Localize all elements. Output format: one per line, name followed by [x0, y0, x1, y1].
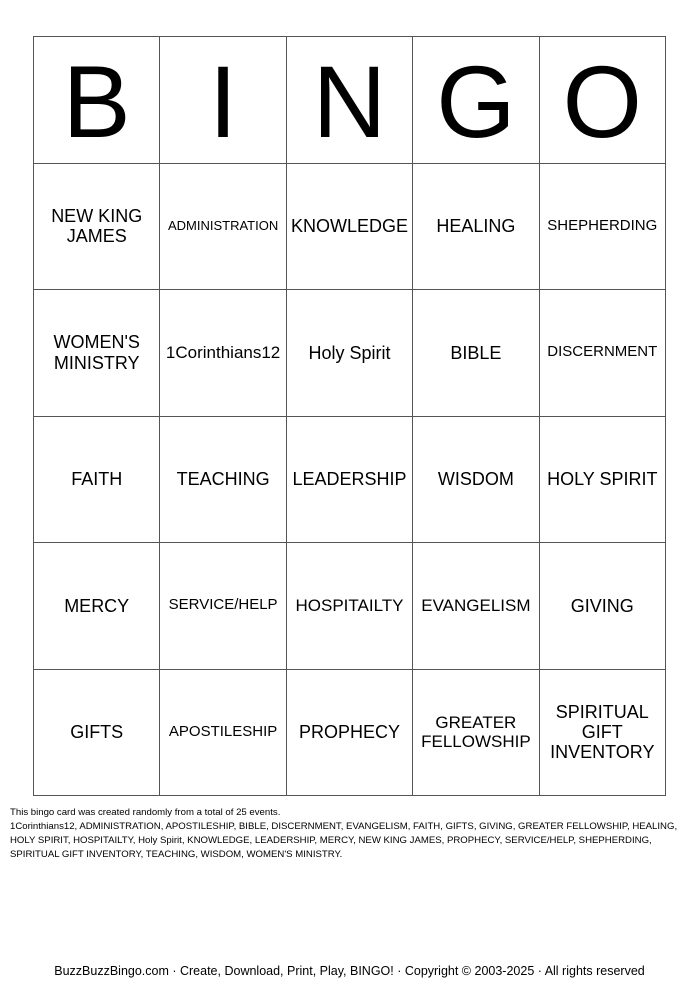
bingo-cell: MERCY: [34, 543, 160, 670]
card-info-event-list: 1Corinthians12, ADMINISTRATION, APOSTILESHIP, BIBLE, DISCERNMENT, EVANGELISM, FAITH, GIFTS, GIVING, GREATER FELLOWSHIP, HEALING, HOLY SPIRIT, HOSPITAILTY, Holy Spirit, KNOWLEDGE, LEADERSHIP, MERCY, NEW KING JAMES, PROPHECY, SERVICE/HELP, SHEPHERDING, SPIRITUAL GIFT INVENTORY, TEACHING, WISDOM, WOMEN'S MINISTRY.: [10, 821, 678, 860]
bingo-cell: GIFTS: [34, 670, 160, 797]
header-letter-i: I: [160, 37, 286, 164]
bingo-cell: TEACHING: [160, 417, 286, 544]
bingo-cell: BIBLE: [413, 290, 539, 417]
bingo-cell: EVANGELISM: [413, 543, 539, 670]
bingo-cell: HEALING: [413, 164, 539, 291]
header-letter-g: G: [413, 37, 539, 164]
bingo-cell: DISCERNMENT: [540, 290, 666, 417]
bingo-cell: HOLY SPIRIT: [540, 417, 666, 544]
bingo-cell: SPIRITUAL GIFT INVENTORY: [540, 670, 666, 797]
bingo-cell: GIVING: [540, 543, 666, 670]
bingo-cell: Holy Spirit: [287, 290, 413, 417]
bingo-cell: HOSPITAILTY: [287, 543, 413, 670]
bingo-cell: 1Corinthians12: [160, 290, 286, 417]
header-letter-b: B: [34, 37, 160, 164]
card-info-summary: This bingo card was created randomly from a total of 25 events.: [10, 807, 281, 818]
bingo-cell: WOMEN'S MINISTRY: [34, 290, 160, 417]
bingo-cell: APOSTILESHIP: [160, 670, 286, 797]
bingo-cell: NEW KING JAMES: [34, 164, 160, 291]
header-letter-n: N: [287, 37, 413, 164]
card-info: [10, 806, 680, 862]
bingo-cell: FAITH: [34, 417, 160, 544]
bingo-cell: ADMINISTRATION: [160, 164, 286, 291]
bingo-cell: SERVICE/HELP: [160, 543, 286, 670]
bingo-cell: GREATER FELLOWSHIP: [413, 670, 539, 797]
bingo-card: [33, 36, 666, 796]
bingo-cell: WISDOM: [413, 417, 539, 544]
bingo-cell: PROPHECY: [287, 670, 413, 797]
bingo-cell: KNOWLEDGE: [287, 164, 413, 291]
footer-copyright: BuzzBuzzBingo.com · Create, Download, Print, Play, BINGO! · Copyright © 2003-2025 · All rights reserved: [54, 964, 645, 978]
bingo-cell: SHEPHERDING: [540, 164, 666, 291]
bingo-cell: LEADERSHIP: [287, 417, 413, 544]
header-letter-o: O: [540, 37, 666, 164]
